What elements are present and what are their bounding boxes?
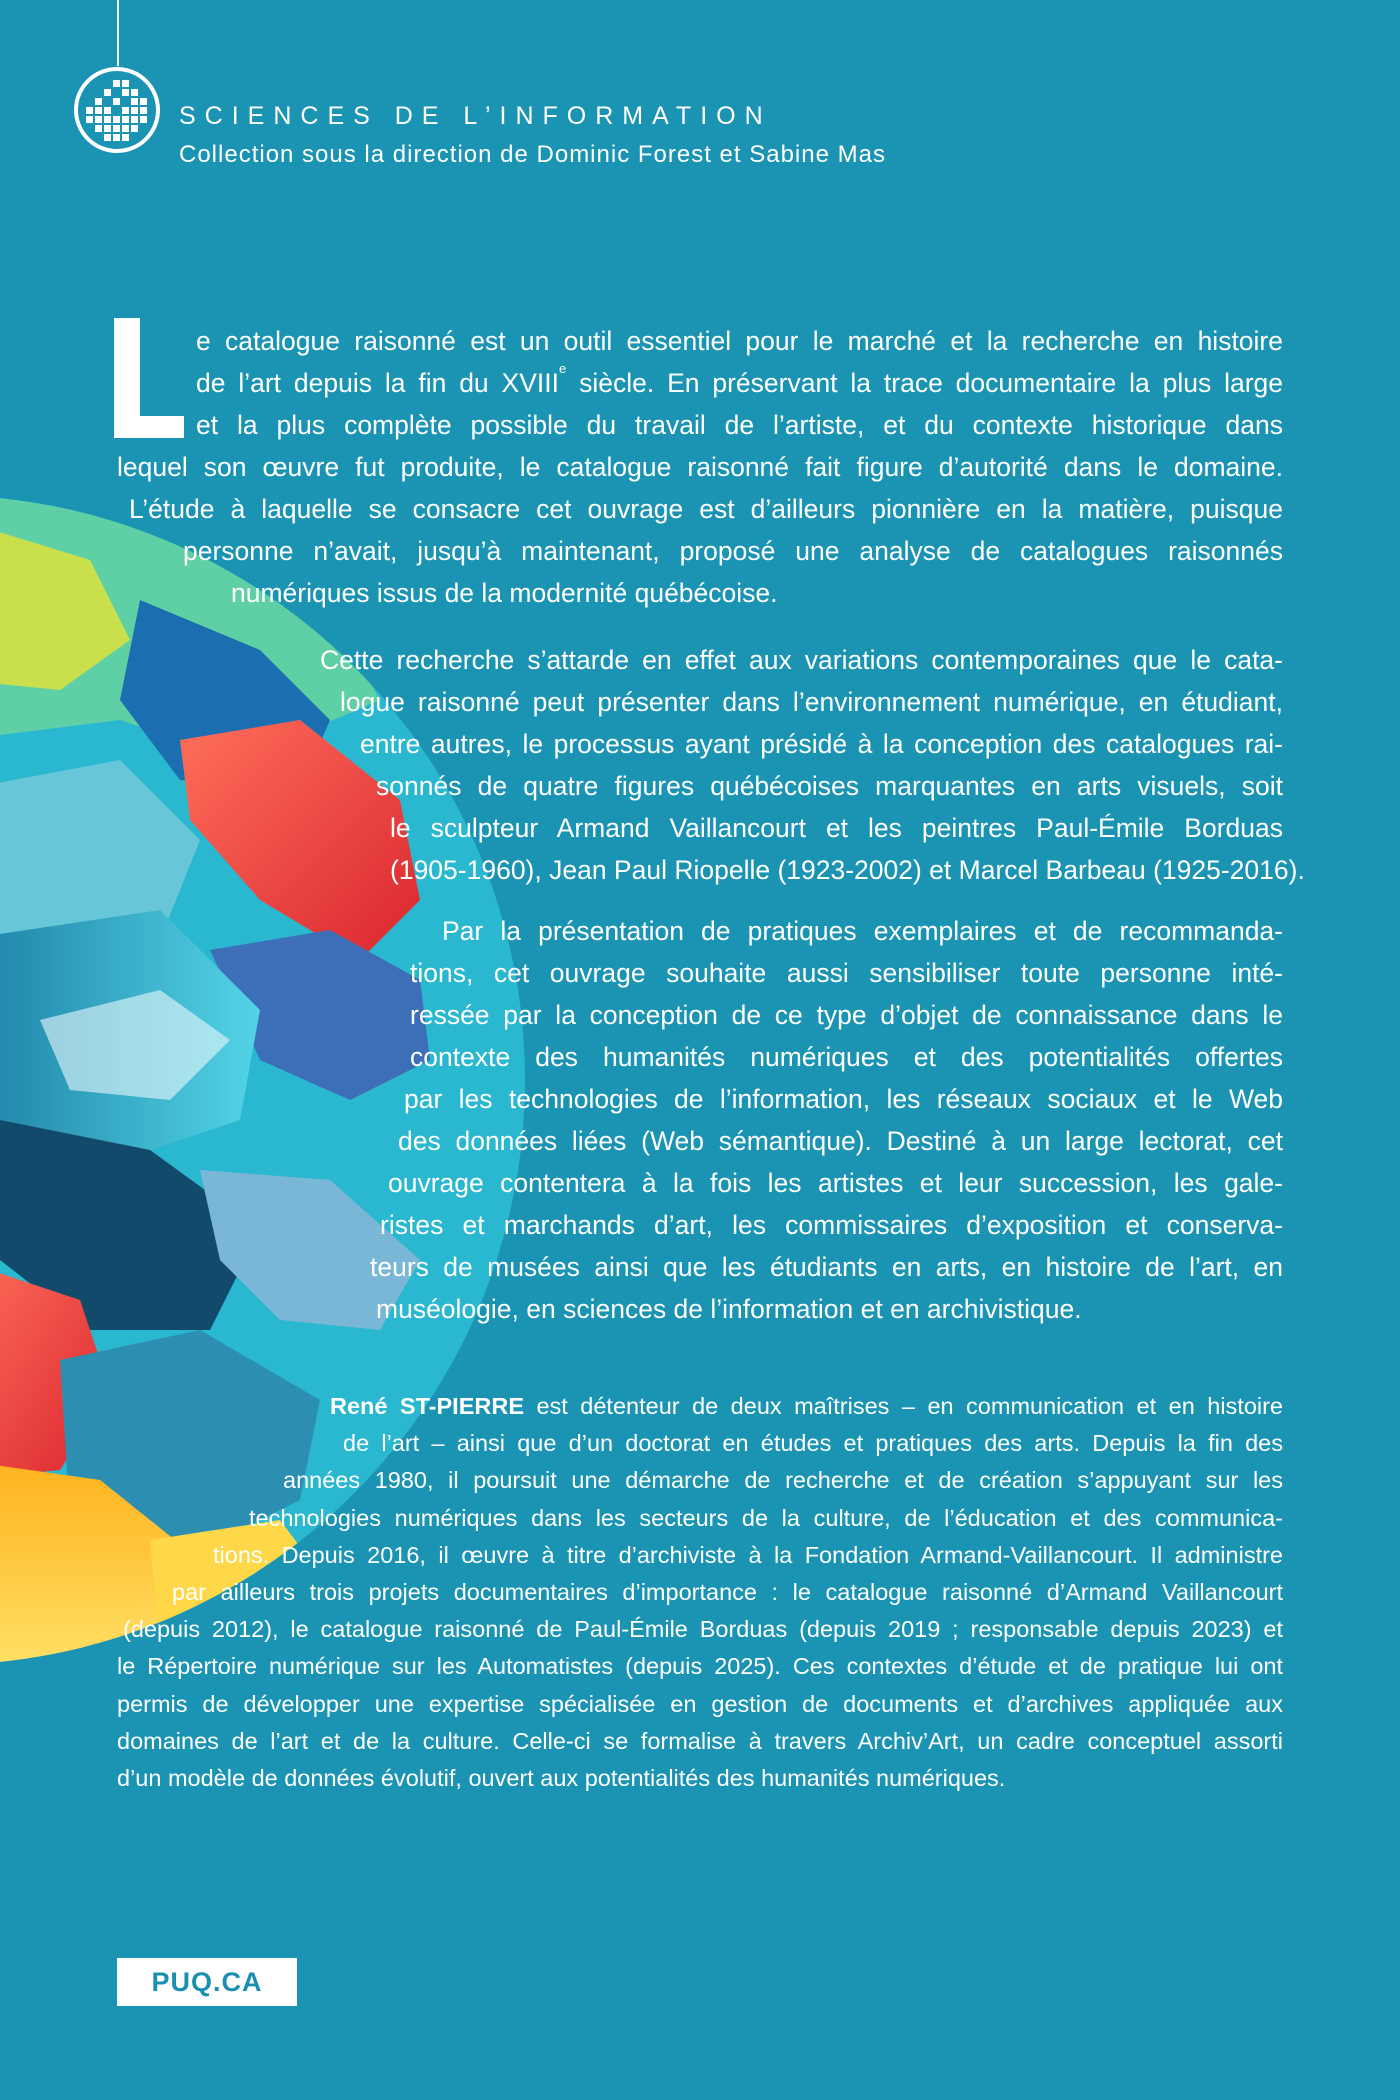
superscript: e xyxy=(558,361,567,376)
text-fragment: est détenteur de deux maîtrises – en communication et en histoire xyxy=(524,1393,1283,1419)
text-line: logue raisonné peut présenter dans l’environnement numérique, en étudiant, xyxy=(340,687,1283,717)
text-line: technologies numériques dans les secteurs de la culture, de l’éducation et des communica- xyxy=(249,1504,1283,1531)
text-line: contexte des humanités numériques et des potentialités offertes xyxy=(410,1042,1283,1072)
text-line: permis de développer une expertise spécialisée en gestion de documents et d’archives appliquée aux xyxy=(117,1690,1283,1717)
text-line: (1905-1960), Jean Paul Riopelle (1923-2002) et Marcel Barbeau (1925-2016). xyxy=(390,855,1305,885)
text-fragment: siècle. En préservant la trace documentaire la plus large xyxy=(579,368,1283,398)
text-fragment: de l’art depuis la fin du XVIII xyxy=(196,368,559,398)
text-line: tions, cet ouvrage souhaite aussi sensibiliser toute personne inté- xyxy=(410,958,1283,988)
text-line: Cette recherche s’attarde en effet aux variations contemporaines que le cata- xyxy=(320,645,1283,675)
author-bio xyxy=(117,1388,1283,1797)
text-line: teurs de musées ainsi que les étudiants en arts, en histoire de l’art, en xyxy=(370,1252,1283,1282)
text-line: sonnés de quatre figures québécoises marquantes en arts visuels, soit xyxy=(376,771,1283,801)
text-line xyxy=(196,362,1283,404)
text-line xyxy=(330,1388,1283,1425)
text-line: des données liées (Web sémantique). Destiné à un large lectorat, cet xyxy=(398,1126,1283,1156)
intro-paragraph xyxy=(117,320,1283,614)
publisher-website-badge[interactable]: PUQ.CA xyxy=(117,1958,297,2006)
text-line: personne n’avait, jusqu’à maintenant, proposé une analyse de catalogues raisonnés xyxy=(183,536,1283,566)
text-line: muséologie, en sciences de l’information et en archivistique. xyxy=(376,1294,1082,1324)
text-line: lequel son œuvre fut produite, le catalogue raisonné fait figure d’autorité dans le domaine. xyxy=(117,452,1283,482)
text-line: Par la présentation de pratiques exemplaires et de recommanda- xyxy=(442,916,1283,946)
text-line: (depuis 2012), le catalogue raisonné de Paul-Émile Borduas (depuis 2019 ; responsable depuis 2023) et xyxy=(123,1616,1283,1643)
text-line: ristes et marchands d’art, les commissaires d’exposition et conserva- xyxy=(380,1210,1283,1240)
text-line: années 1980, il poursuit une démarche de recherche et de création s’appuyant sur les xyxy=(283,1467,1283,1494)
series-title: SCIENCES DE L’INFORMATION xyxy=(179,102,772,130)
text-line: ressée par la conception de ce type d’objet de connaissance dans le xyxy=(410,1000,1283,1030)
text-line: le Répertoire numérique sur les Automatistes (depuis 2025). Ces contextes d’étude et de pratique lui ont xyxy=(117,1653,1283,1680)
text-line: domaines de l’art et de la culture. Celle-ci se formalise à travers Archiv’Art, un cadre conceptuel assorti xyxy=(117,1727,1283,1754)
text-line: tions. Depuis 2016, il œuvre à titre d’archiviste à la Fondation Armand-Vaillancourt. Il administre xyxy=(213,1541,1283,1568)
text-line: e catalogue raisonné est un outil essentiel pour le marché et la recherche en histoire xyxy=(196,326,1283,356)
author-name: René ST-PIERRE xyxy=(330,1393,524,1419)
text-line: numériques issus de la modernité québécoise. xyxy=(231,578,778,608)
paragraph-3 xyxy=(370,910,1283,1330)
series-editors: Collection sous la direction de Dominic Forest et Sabine Mas xyxy=(179,141,886,168)
paragraph-2 xyxy=(280,639,1305,891)
text-line: d’un modèle de données évolutif, ouvert aux potentialités des humanités numériques. xyxy=(117,1765,1006,1792)
text-line: par ailleurs trois projets documentaires d’importance : le catalogue raisonné d’Armand Vaillancourt xyxy=(172,1579,1283,1606)
text-line: L’étude à laquelle se consacre cet ouvrage est d’ailleurs pionnière en la matière, puisque xyxy=(129,494,1283,524)
text-line: entre autres, le processus ayant présidé à la conception des catalogues rai- xyxy=(360,729,1283,759)
text-line: de l’art – ainsi que d’un doctorat en études et pratiques des arts. Depuis la fin des xyxy=(343,1430,1283,1457)
text-line: ouvrage contentera à la fois les artistes et leur succession, les gale- xyxy=(388,1168,1283,1198)
text-line: le sculpteur Armand Vaillancourt et les peintres Paul-Émile Borduas xyxy=(390,813,1283,843)
text-line: par les technologies de l’information, les réseaux sociaux et le Web xyxy=(404,1084,1283,1114)
text-line: et la plus complète possible du travail de l’artiste, et du contexte historique dans xyxy=(196,410,1283,440)
